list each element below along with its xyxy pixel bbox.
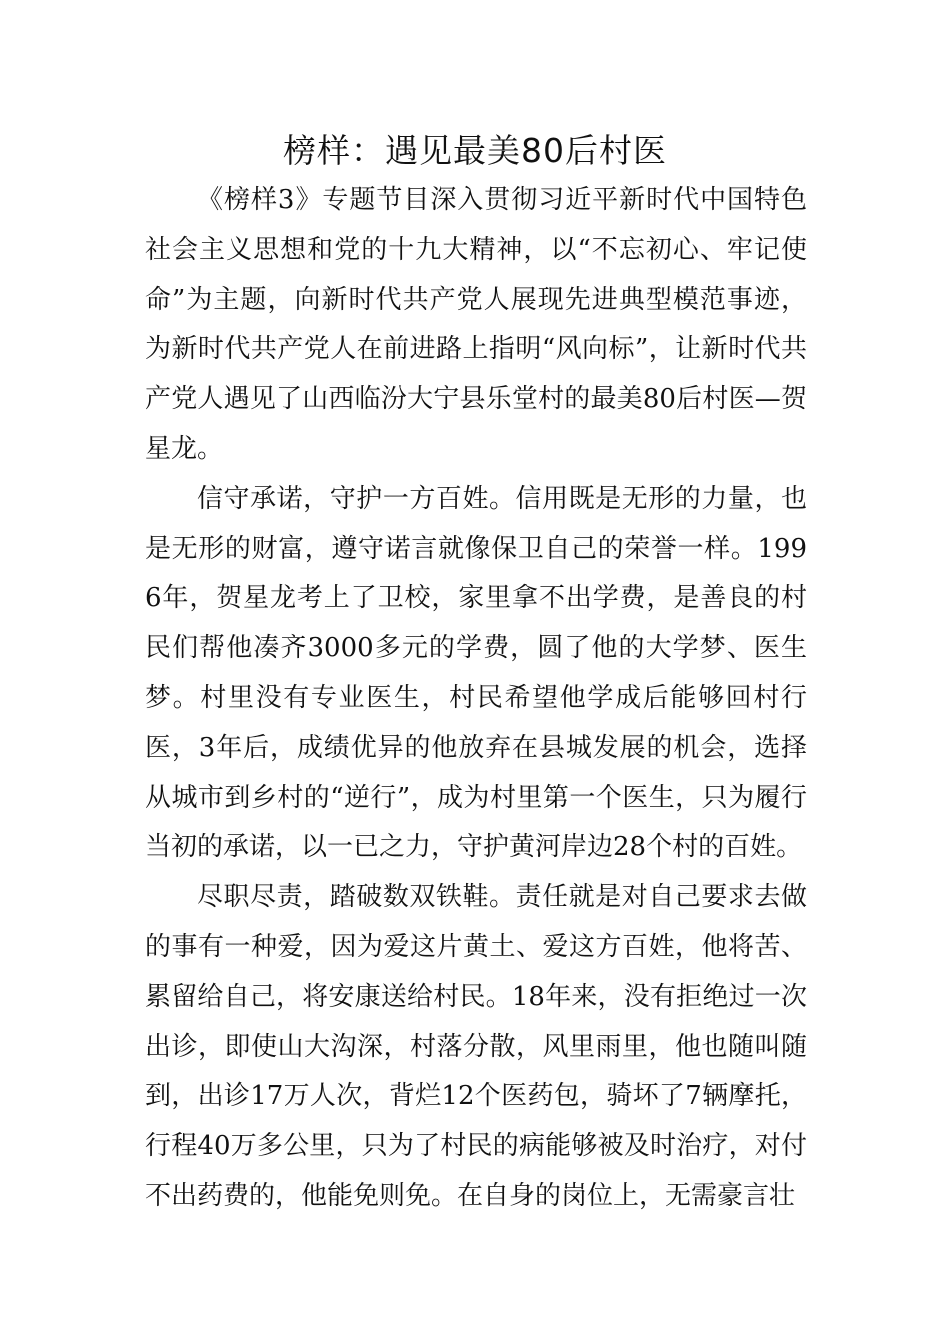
paragraph-intro: 《榜样3》专题节目深入贯彻习近平新时代中国特色社会主义思想和党的十九大精神，以“不忘初心、牢记使命”为主题，向新时代共产党人展现先进典型模范事迹，为新时代共产党人在前进路上指明“风向标”，让新时代共产党人遇见了山西临汾大宁县乐堂村的最美80后村医—贺星龙。 bbox=[145, 185, 807, 464]
document-body bbox=[145, 176, 807, 1222]
paragraph-promise: 信守承诺，守护一方百姓。信用既是无形的力量，也是无形的财富，遵守诺言就像保卫自己的荣誉一样。1996年，贺星龙考上了卫校，家里拿不出学费，是善良的村民们帮他凑齐3000多元的学费，圆了他的大学梦、医生梦。村里没有专业医生，村民希望他学成后能够回村行医，3年后，成绩优异的他放弃在县城发展的机会，选择从城市到乡村的“逆行”，成为村里第一个医生，只为履行当初的承诺，以一已之力，守护黄河岸边28个村的百姓。 bbox=[145, 483, 807, 863]
document-title: 榜样：遇见最美80后村医 bbox=[283, 131, 667, 170]
paragraph-duty: 尽职尽责，踏破数双铁鞋。责任就是对自己要求去做的事有一种爱，因为爱这片黄土、爱这方百姓，他将苦、累留给自己，将安康送给村民。18年来，没有拒绝过一次出诊，即使山大沟深，村落分散，风里雨里，他也随叫随到，出诊17万人次，背烂12个医药包，骑坏了7辆摩托，行程40万多公里，只为了村民的病能够被及时治疗，对付不出药费的，他能免则免。在自身的岗位上，无需豪言壮 bbox=[145, 882, 807, 1211]
